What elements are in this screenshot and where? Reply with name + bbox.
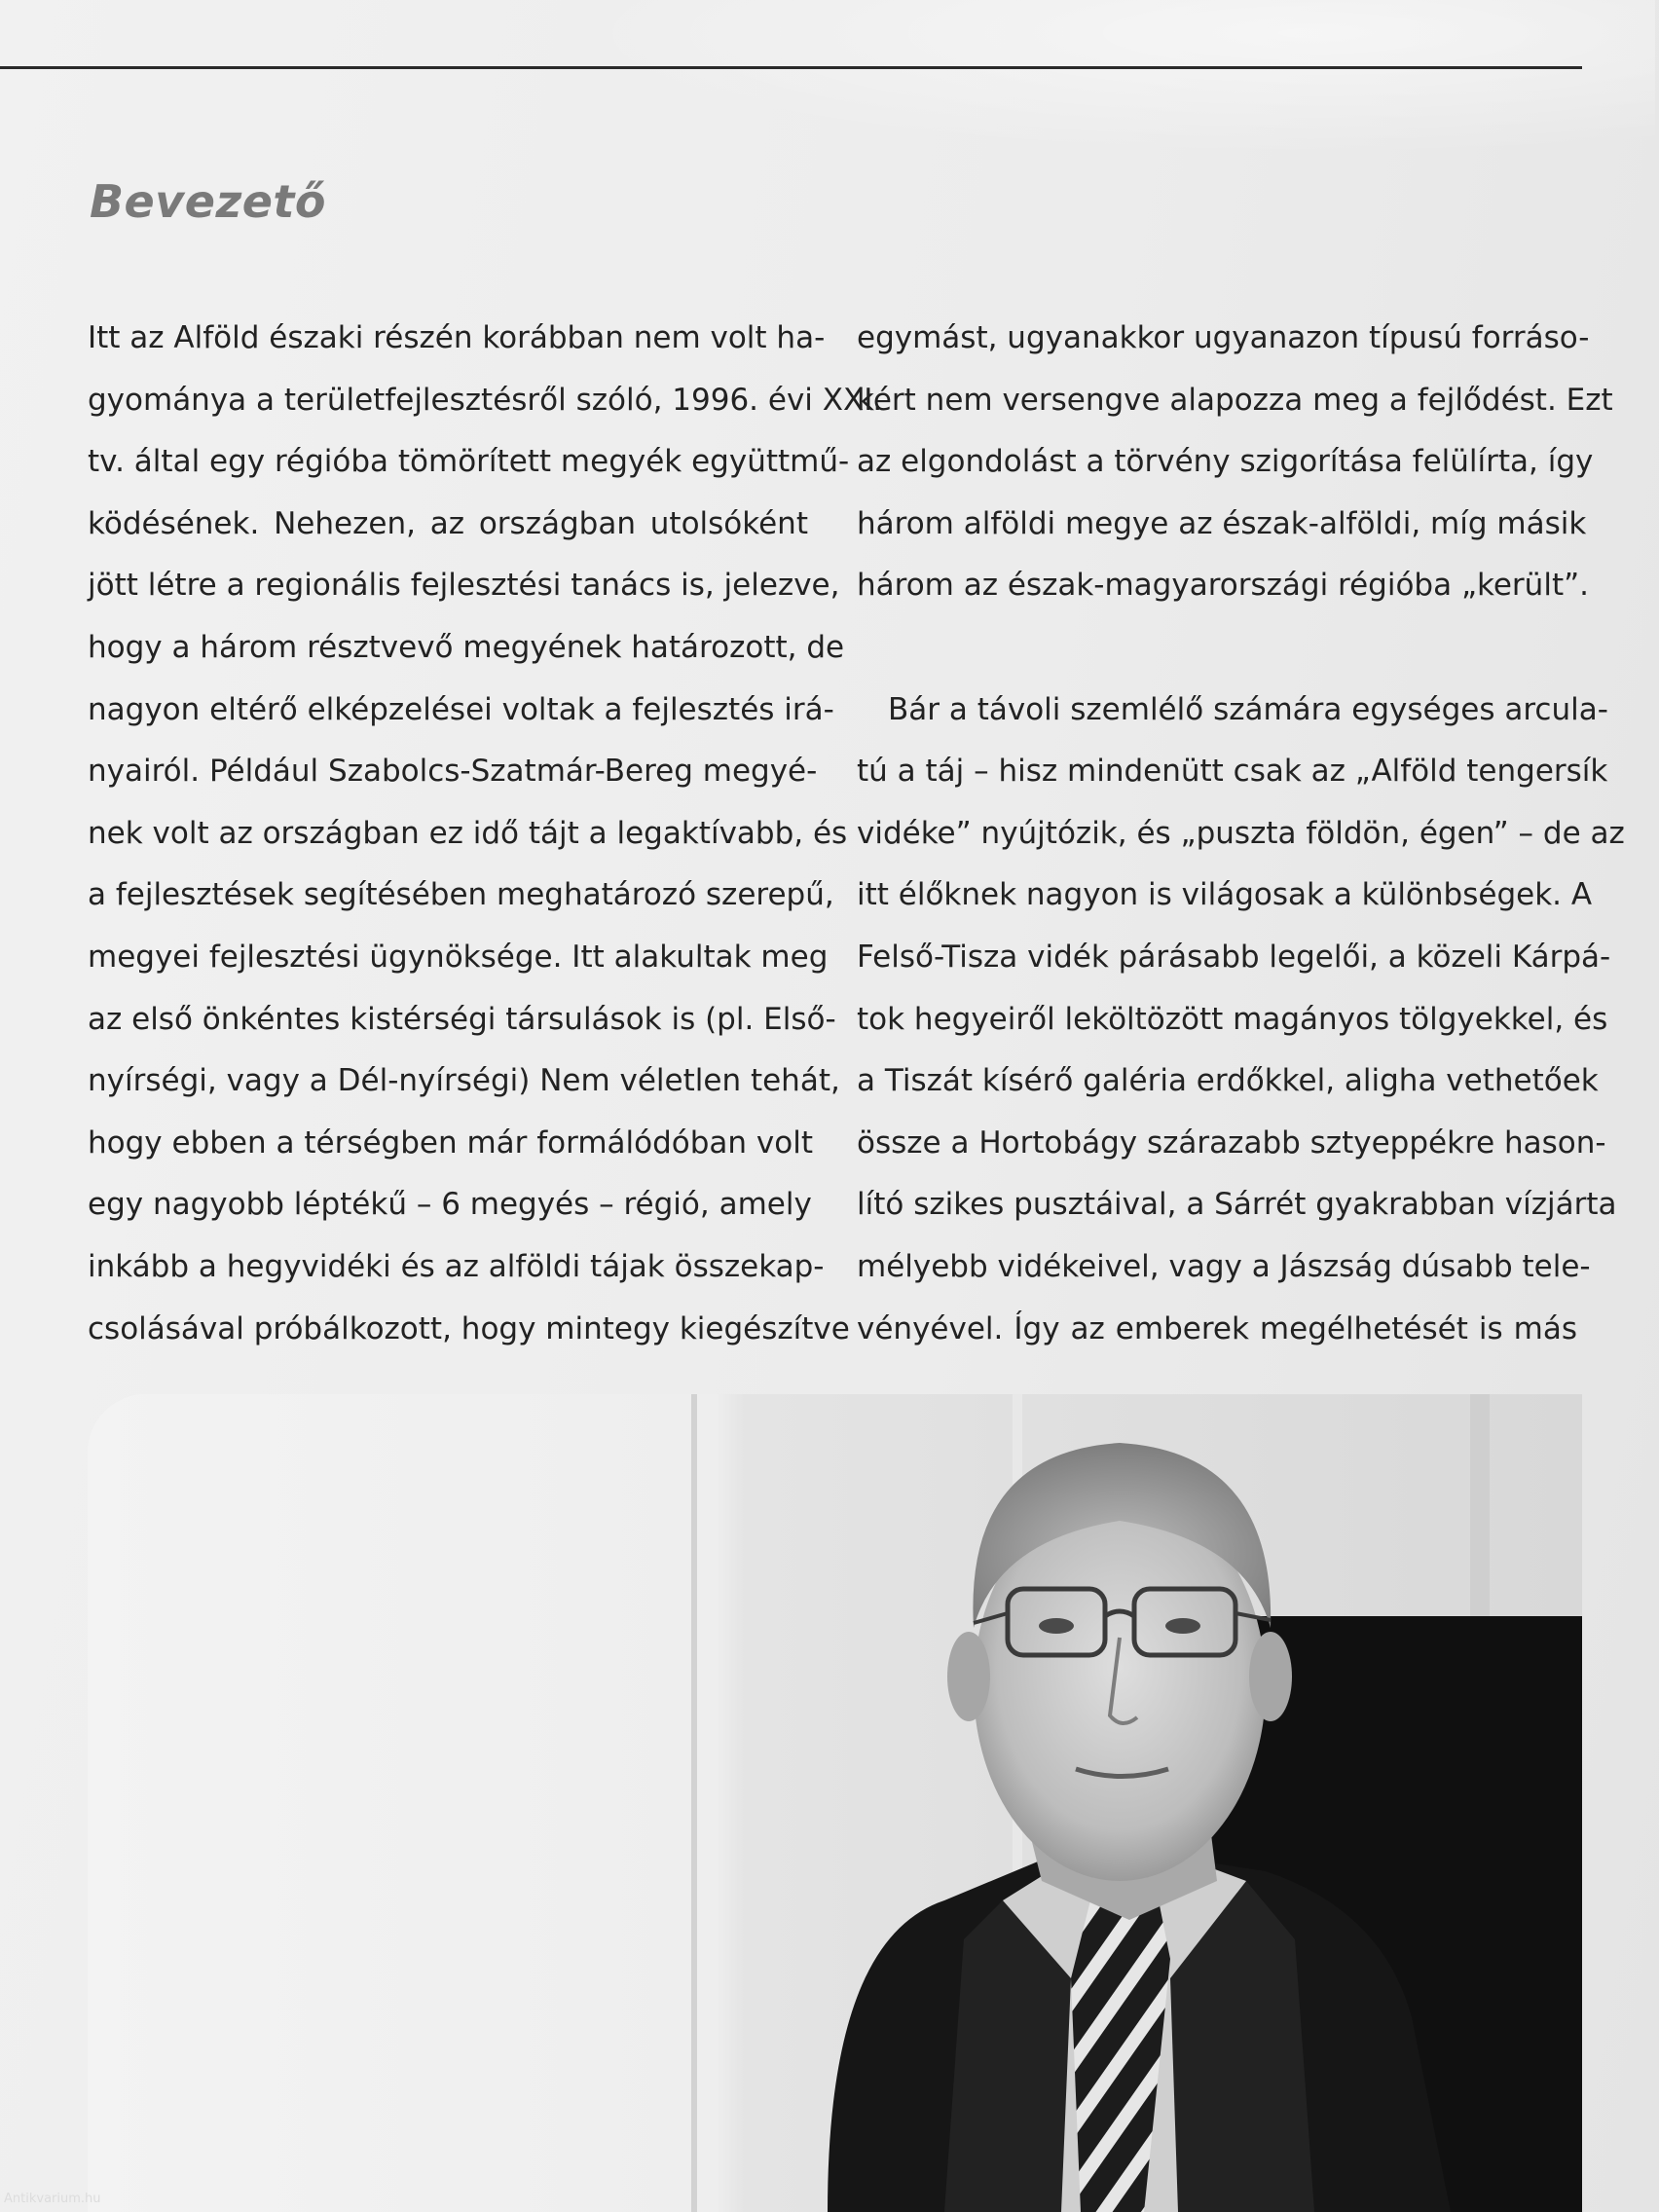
text-line: a Tiszát kísérő galéria erdőkkel, aligha vethetőek bbox=[857, 1063, 1599, 1099]
section-heading: Bevezető bbox=[90, 175, 327, 228]
text-line: mélyebb vidékeivel, vagy a Jászság dúsabb tele- bbox=[857, 1248, 1591, 1284]
text-line: össze a Hortobágy szárazabb sztyeppékre hason- bbox=[857, 1124, 1606, 1161]
portrait-illustration bbox=[88, 1394, 1582, 2212]
text-line: Felső-Tisza vidék párásabb legelői, a közeli Kárpá- bbox=[857, 939, 1611, 975]
text-line: egy nagyobb léptékű – 6 megyés – régió, amely bbox=[88, 1187, 812, 1223]
text-line: az elgondolást a törvény szigorítása felülírta, így bbox=[857, 444, 1594, 480]
text-line: lító szikes pusztáival, a Sárrét gyakrabban vízjárta bbox=[857, 1187, 1617, 1223]
text-line: vényével. Így az emberek megélhetését is más bbox=[857, 1310, 1577, 1346]
text-line: hogy a három résztvevő megyének határozott, de bbox=[88, 629, 845, 665]
text-line: a fejlesztések segítésében meghatározó szerepű, bbox=[88, 877, 834, 913]
text-line: itt élőknek nagyon is világosak a különbségek. A bbox=[857, 877, 1593, 913]
text-line: inkább a hegyvidéki és az alföldi tájak összekap- bbox=[88, 1248, 825, 1284]
text-line: nyairól. Például Szabolcs-Szatmár-Bereg megyé- bbox=[88, 754, 818, 790]
text-line: tv. által egy régióba tömörített megyék együttmű- bbox=[88, 444, 850, 480]
text-line: három az észak-magyarországi régióba „került”. bbox=[857, 568, 1590, 604]
top-rule bbox=[0, 66, 1582, 69]
text-line: Itt az Alföld északi részén korábban nem volt ha- bbox=[88, 320, 826, 355]
text-line: csolásával próbálkozott, hogy mintegy kiegészítve bbox=[88, 1310, 850, 1346]
text-line: tok hegyeiről leköltözött magányos tölgyekkel, és bbox=[857, 1001, 1608, 1037]
text-line: három alföldi megye az észak-alföldi, míg másik bbox=[857, 505, 1587, 541]
header-swoosh bbox=[506, 0, 1655, 166]
text-line: jött létre a regionális fejlesztési tanács is, jelezve, bbox=[88, 568, 840, 604]
text-line: hogy ebben a térségben már formálódóban volt bbox=[88, 1124, 814, 1161]
text-line: tú a táj – hisz mindenütt csak az „Alföld tengersík bbox=[857, 754, 1608, 790]
text-line: Bár a távoli szemlélő számára egységes arcula- bbox=[888, 691, 1608, 727]
text-line: vidéke” nyújtózik, és „puszta földön, égen” – de az bbox=[857, 815, 1625, 851]
text-line: egymást, ugyanakkor ugyanazon típusú forráso- bbox=[857, 320, 1590, 355]
left-column bbox=[88, 308, 883, 1360]
text-line: gyománya a területfejlesztésről szóló, 1996. évi XXI. bbox=[88, 382, 883, 418]
right-column bbox=[857, 308, 1625, 1360]
text-line: ködésének. Nehezen, az országban utolsóként bbox=[88, 505, 808, 541]
text-line: az első önkéntes kistérségi társulások is (pl. Első- bbox=[88, 1001, 836, 1037]
text-line: nyírségi, vagy a Dél-nyírségi) Nem véletlen tehát, bbox=[88, 1063, 840, 1099]
portrait-photo bbox=[88, 1394, 1582, 2212]
text-line: nagyon eltérő elképzelései voltak a fejlesztés irá- bbox=[88, 691, 834, 727]
text-line: megyei fejlesztési ügynöksége. Itt alakultak meg bbox=[88, 939, 829, 975]
paragraph-gap bbox=[857, 617, 1577, 680]
watermark: Antikvarium.hu bbox=[4, 2192, 101, 2206]
text-line: kért nem versengve alapozza meg a fejlődést. Ezt bbox=[857, 382, 1613, 418]
text-line: nek volt az országban ez idő tájt a legaktívabb, és bbox=[88, 815, 848, 851]
